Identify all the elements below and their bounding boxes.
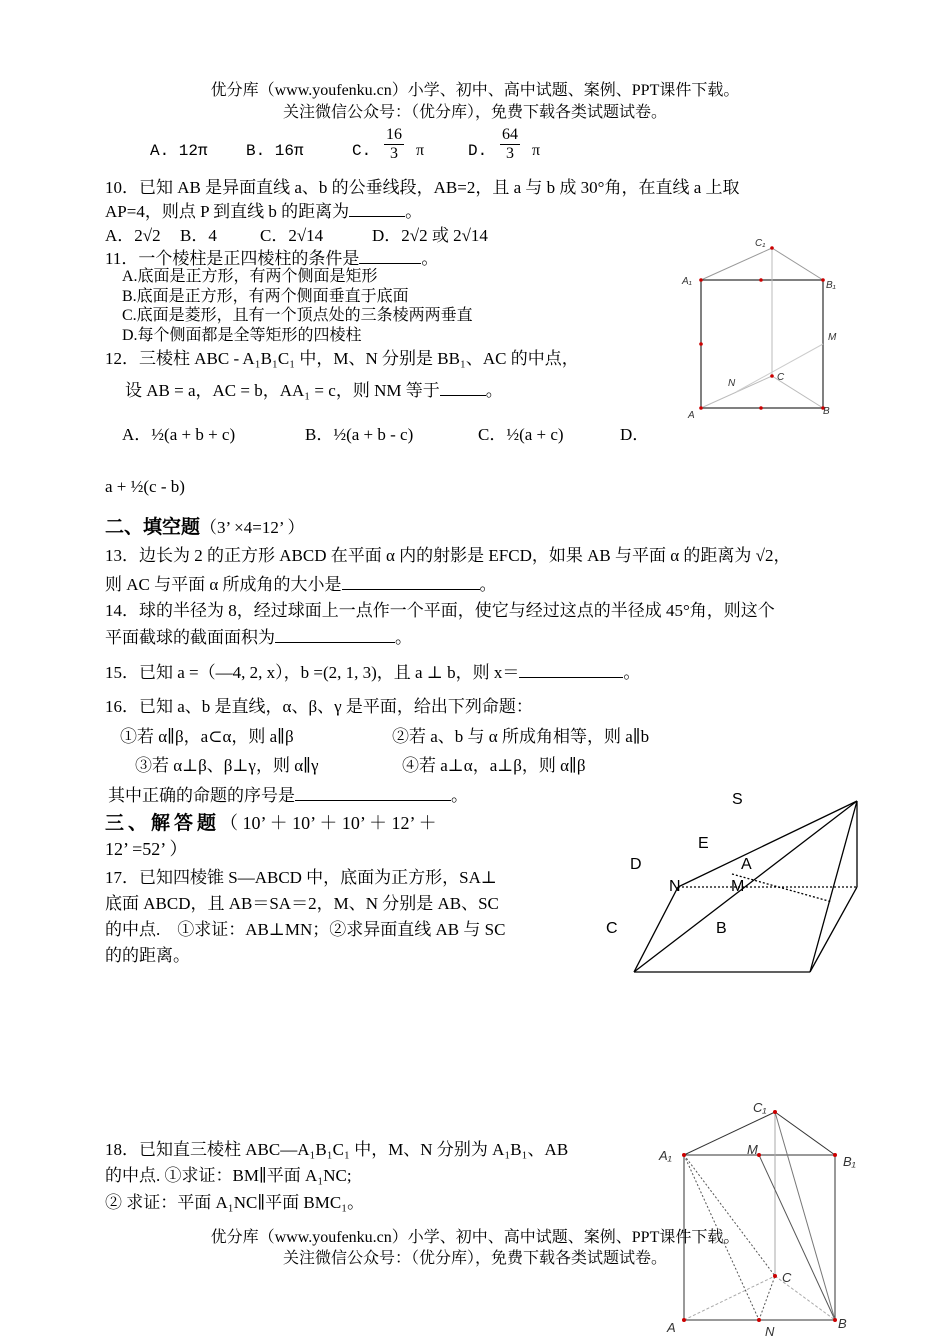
q16-question-text: 其中正确的命题的序号是: [108, 786, 295, 805]
label-a: A: [741, 856, 752, 873]
q10-line-2: [105, 199, 422, 225]
q12-answer-blank[interactable]: [440, 379, 486, 396]
q10-line-1: 10．已知 AB 是异面直线 a、b 的公垂线段，AB=2，且 a 与 b 成 30°角，在直线 a 上取: [105, 178, 740, 197]
q9-option-a: A. 12π: [150, 142, 208, 160]
section-2-title: 二、填空题: [105, 517, 201, 538]
q14-answer-blank[interactable]: [275, 626, 395, 643]
label-b: B: [823, 406, 830, 417]
q9-option-d-fraction: [500, 126, 520, 163]
q15-text: 15．已知 a =（—4, 2, x），b =(2, 1, 3)，且 a ⊥ b，则 x＝: [105, 663, 520, 682]
q16-stem: 16．已知 a、b 是直线，α、β、γ 是平面，给出下列命题：: [105, 697, 533, 716]
q16-question: [108, 783, 468, 809]
label-n: N: [765, 1324, 775, 1338]
q11-stem-end: 。: [421, 249, 439, 268]
q17-pyramid-figure: [600, 784, 870, 984]
q9-c-denominator: 3: [390, 145, 398, 162]
label-m: M: [828, 332, 837, 343]
label-a1: A₁: [659, 1148, 672, 1163]
q10-option-a: A．2√2: [105, 226, 161, 245]
q12-prism-figure: [676, 232, 856, 427]
header-line-1: 优分库（www.youfenku.cn）小学、初中、高中试题、案例、PPT课件下载。: [210, 82, 740, 99]
q16-question-end: 。: [451, 786, 468, 805]
q10-option-d: D．2√2 或 2√14: [372, 226, 488, 245]
q10-answer-blank[interactable]: [349, 200, 405, 217]
edge-base-left: [634, 887, 678, 972]
q12-condition: [125, 378, 503, 404]
q15-answer-blank[interactable]: [519, 661, 623, 678]
q13-line-2-text: 则 AC 与平面 α 所成角的大小是: [105, 575, 342, 594]
q18-line-3: ② 求证：平面 A₁NC∥平面 BMC₁。: [105, 1193, 365, 1212]
q13-line-2: [105, 572, 497, 598]
q10-line-2-end: 。: [405, 202, 423, 221]
segment-bm: [759, 1155, 835, 1320]
q12-condition-end: 。: [485, 381, 503, 400]
section-2-heading: [105, 512, 305, 541]
q12-option-b: B．½(a + b - c): [305, 425, 414, 444]
section-3-score-1: （ 10’ ＋ 10’ ＋ 10’ ＋ 12’ ＋: [220, 813, 437, 833]
label-c1: C₁: [755, 238, 766, 249]
footer-line-2: 关注微信公众号：（优分库），免费下载各类试题试卷。: [282, 1250, 667, 1267]
segment-mn: [732, 874, 832, 902]
q17-line-2: 底面 ABCD，且 AB＝SA＝2，M、N 分别是 AB、SC: [105, 894, 499, 913]
q17-line-1: 17．已知四棱锥 S—ABCD 中，底面为正方形，SA⊥: [105, 868, 497, 887]
q11-option-c: C.底面是菱形，且有一个顶点处的三条棱两两垂直: [122, 307, 473, 324]
section-3-title: 三、解答题: [105, 813, 221, 834]
label-a: A: [688, 410, 695, 421]
q12-condition-text: 设 AB = a，AC = b，AA₁ = c，则 NM 等于: [125, 381, 440, 400]
q15-end: 。: [623, 663, 641, 682]
q13-answer-blank[interactable]: [342, 573, 480, 590]
footer-line-1: 优分库（www.youfenku.cn）小学、初中、高中试题、案例、PPT课件下载。: [210, 1229, 740, 1246]
q12-stem: 12．三棱柱 ABC - A₁B₁C₁ 中，M、N 分别是 BB₁、AC 的中点，: [105, 349, 579, 368]
section-2-score: （3’ ×4=12’ ）: [200, 518, 305, 537]
q13-line-2-end: 。: [479, 575, 497, 594]
q11-option-b: B.底面是正方形，有两个侧面垂直于底面: [122, 288, 409, 305]
q11-option-d: D.每个侧面都是全等矩形的四棱柱: [122, 327, 362, 344]
section-3-heading: [105, 808, 437, 836]
label-b: B: [716, 920, 727, 937]
q14-line-2: [105, 625, 412, 651]
section-3-score-2: 12’ =52’ ）: [105, 839, 188, 859]
q9-option-c-label: C.: [352, 142, 372, 160]
q11-stem-text: 11．一个棱柱是正四棱柱的条件是: [105, 249, 360, 268]
q18-prism-figure: [655, 1098, 870, 1338]
q9-option-c-fraction: [384, 126, 404, 163]
q12-option-d: D．: [620, 425, 650, 444]
q9-d-denominator: 3: [506, 145, 514, 162]
q14-line-1: 14．球的半径为 8，经过球面上一点作一个平面，使它与经过这点的半径成 45°角，则这个: [105, 601, 775, 620]
q14-line-2-text: 平面截球的截面面积为: [105, 628, 275, 647]
label-e: E: [698, 835, 709, 852]
label-a1: A₁: [682, 276, 692, 287]
q10-option-b: B．4: [180, 226, 217, 245]
label-c: C: [777, 372, 785, 383]
edge-c1b1: [772, 248, 823, 280]
q17-line-3: 的中点. ①求证：AB⊥MN；②求异面直线 AB 与 SC: [105, 920, 506, 939]
label-s: S: [732, 791, 743, 808]
label-m: M: [731, 878, 745, 895]
label-b: B: [838, 1316, 847, 1331]
q17-line-4: 的的距离。: [105, 946, 190, 965]
label-m: M: [747, 1142, 758, 1157]
q9-d-pi: π: [532, 142, 541, 159]
label-b1: B₁: [826, 280, 836, 291]
segment-bc1: [775, 1112, 835, 1320]
q9-c-pi: π: [416, 142, 425, 159]
label-c: C: [782, 1270, 792, 1285]
edge-base-right: [810, 887, 857, 972]
q13-line-1: 13．边长为 2 的正方形 ABCD 在平面 α 内的射影是 EFCD，如果 AB 与平面 α 的距离为 √2，: [105, 546, 791, 565]
label-n: N: [669, 878, 681, 895]
label-c1: C₁: [753, 1100, 767, 1115]
q9-d-numerator: 64: [502, 126, 518, 143]
q18-line-1: 18．已知直三棱柱 ABC—A₁B₁C₁ 中，M、N 分别为 A₁B₁、AB: [105, 1140, 569, 1159]
q10-option-c: C．2√14: [260, 226, 324, 245]
q16-proposition-2: ②若 a、b 与 α 所成角相等，则 a∥b: [392, 727, 650, 746]
edge-c1b1: [775, 1112, 835, 1155]
q11-option-a: A.底面是正方形，有两个侧面是矩形: [122, 268, 378, 285]
q10-line-2-text: AP=4，则点 P 到直线 b 的距离为: [105, 202, 350, 221]
segment-a1c: [684, 1155, 775, 1276]
edge-a1c1: [684, 1112, 775, 1155]
q16-proposition-3: ③若 α⊥β、β⊥γ，则 α∥γ: [135, 756, 319, 775]
q16-proposition-4: ④若 a⊥α，a⊥β，则 α∥β: [402, 756, 586, 775]
edge-ac: [684, 1276, 775, 1320]
q18-line-2: 的中点. ①求证：BM∥平面 A₁NC;: [105, 1166, 352, 1185]
q15-line: [105, 660, 640, 686]
q16-answer-blank[interactable]: [295, 784, 451, 801]
segment-nm: [736, 344, 823, 392]
q12-option-c: C．½(a + c): [478, 425, 564, 444]
q9-option-d-label: D.: [468, 142, 488, 160]
q9-option-b: B. 16π: [246, 142, 304, 160]
label-a: A: [667, 1320, 676, 1335]
q14-line-2-end: 。: [395, 628, 412, 647]
header-line-2: 关注微信公众号：（优分库），免费下载各类试题试卷。: [282, 104, 667, 121]
label-n: N: [728, 378, 736, 389]
segment-a1n: [684, 1155, 759, 1320]
q11-answer-blank[interactable]: [359, 247, 421, 264]
q16-proposition-1: ①若 α∥β，a⊂α，则 a∥β: [120, 727, 294, 746]
label-b1: B₁: [843, 1154, 856, 1169]
label-c: C: [606, 920, 618, 937]
q12-option-a: A．½(a + b + c): [122, 425, 236, 444]
edge-sb: [810, 801, 857, 972]
edge-a1c1: [701, 248, 772, 280]
q12-option-d-expr: a + ½(c - b): [105, 477, 185, 496]
label-d: D: [630, 856, 642, 873]
q9-c-numerator: 16: [386, 126, 402, 143]
